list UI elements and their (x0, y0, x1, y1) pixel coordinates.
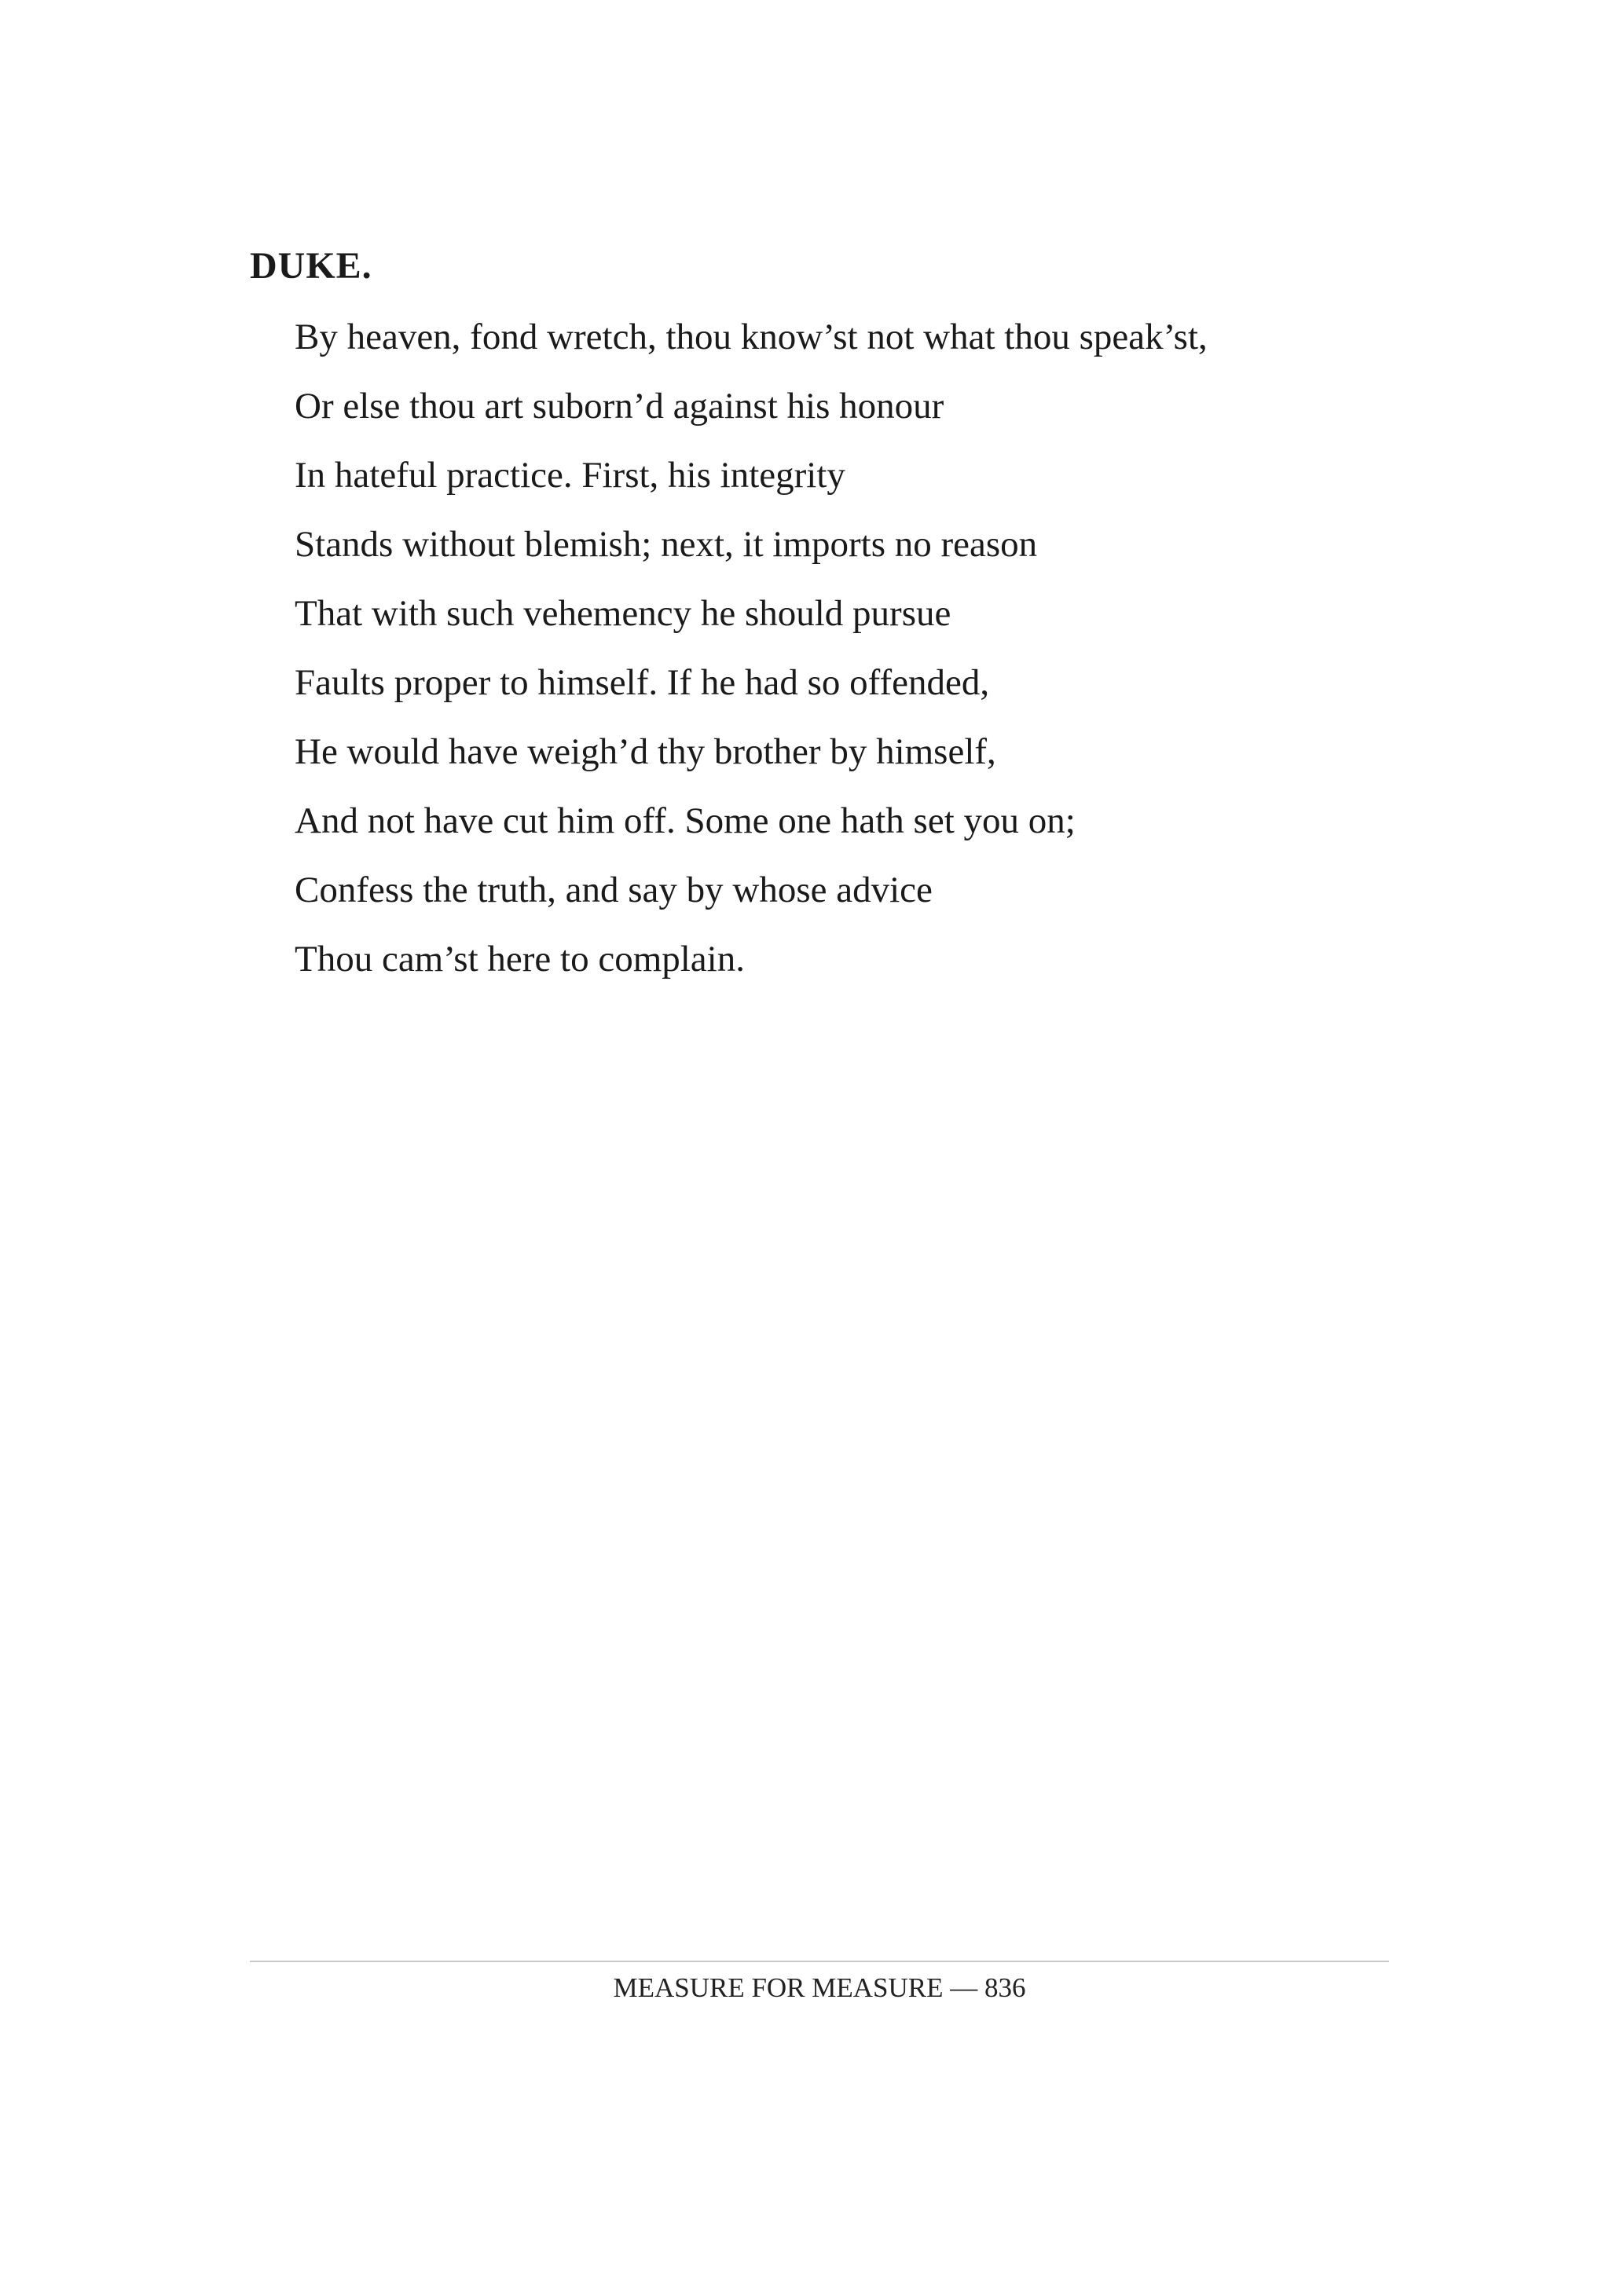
running-footer: MEASURE FOR MEASURE — 836 (613, 1972, 1026, 2003)
verse-line: Confess the truth, and say by whose advice (295, 870, 933, 910)
verse-line: Thou cam’st here to complain. (295, 939, 745, 980)
verse-line: Or else thou art suborn’d against his honour (295, 386, 944, 427)
verse-line: That with such vehemency he should pursue (295, 593, 951, 634)
verse-block (295, 308, 1208, 999)
verse-line: And not have cut him off. Some one hath set you on; (295, 800, 1076, 841)
verse-line: In hateful practice. First, his integrity (295, 455, 845, 496)
speaker-name: DUKE. (250, 245, 372, 287)
verse-line: He would have weigh’d thy brother by himself, (295, 731, 996, 772)
verse-line: By heaven, fond wretch, thou know’st not what thou speak’st, (295, 317, 1208, 357)
verse-line: Stands without blemish; next, it imports no reason (295, 524, 1038, 565)
footer-divider (250, 1961, 1389, 1962)
verse-line: Faults proper to himself. If he had so offended, (295, 662, 990, 703)
